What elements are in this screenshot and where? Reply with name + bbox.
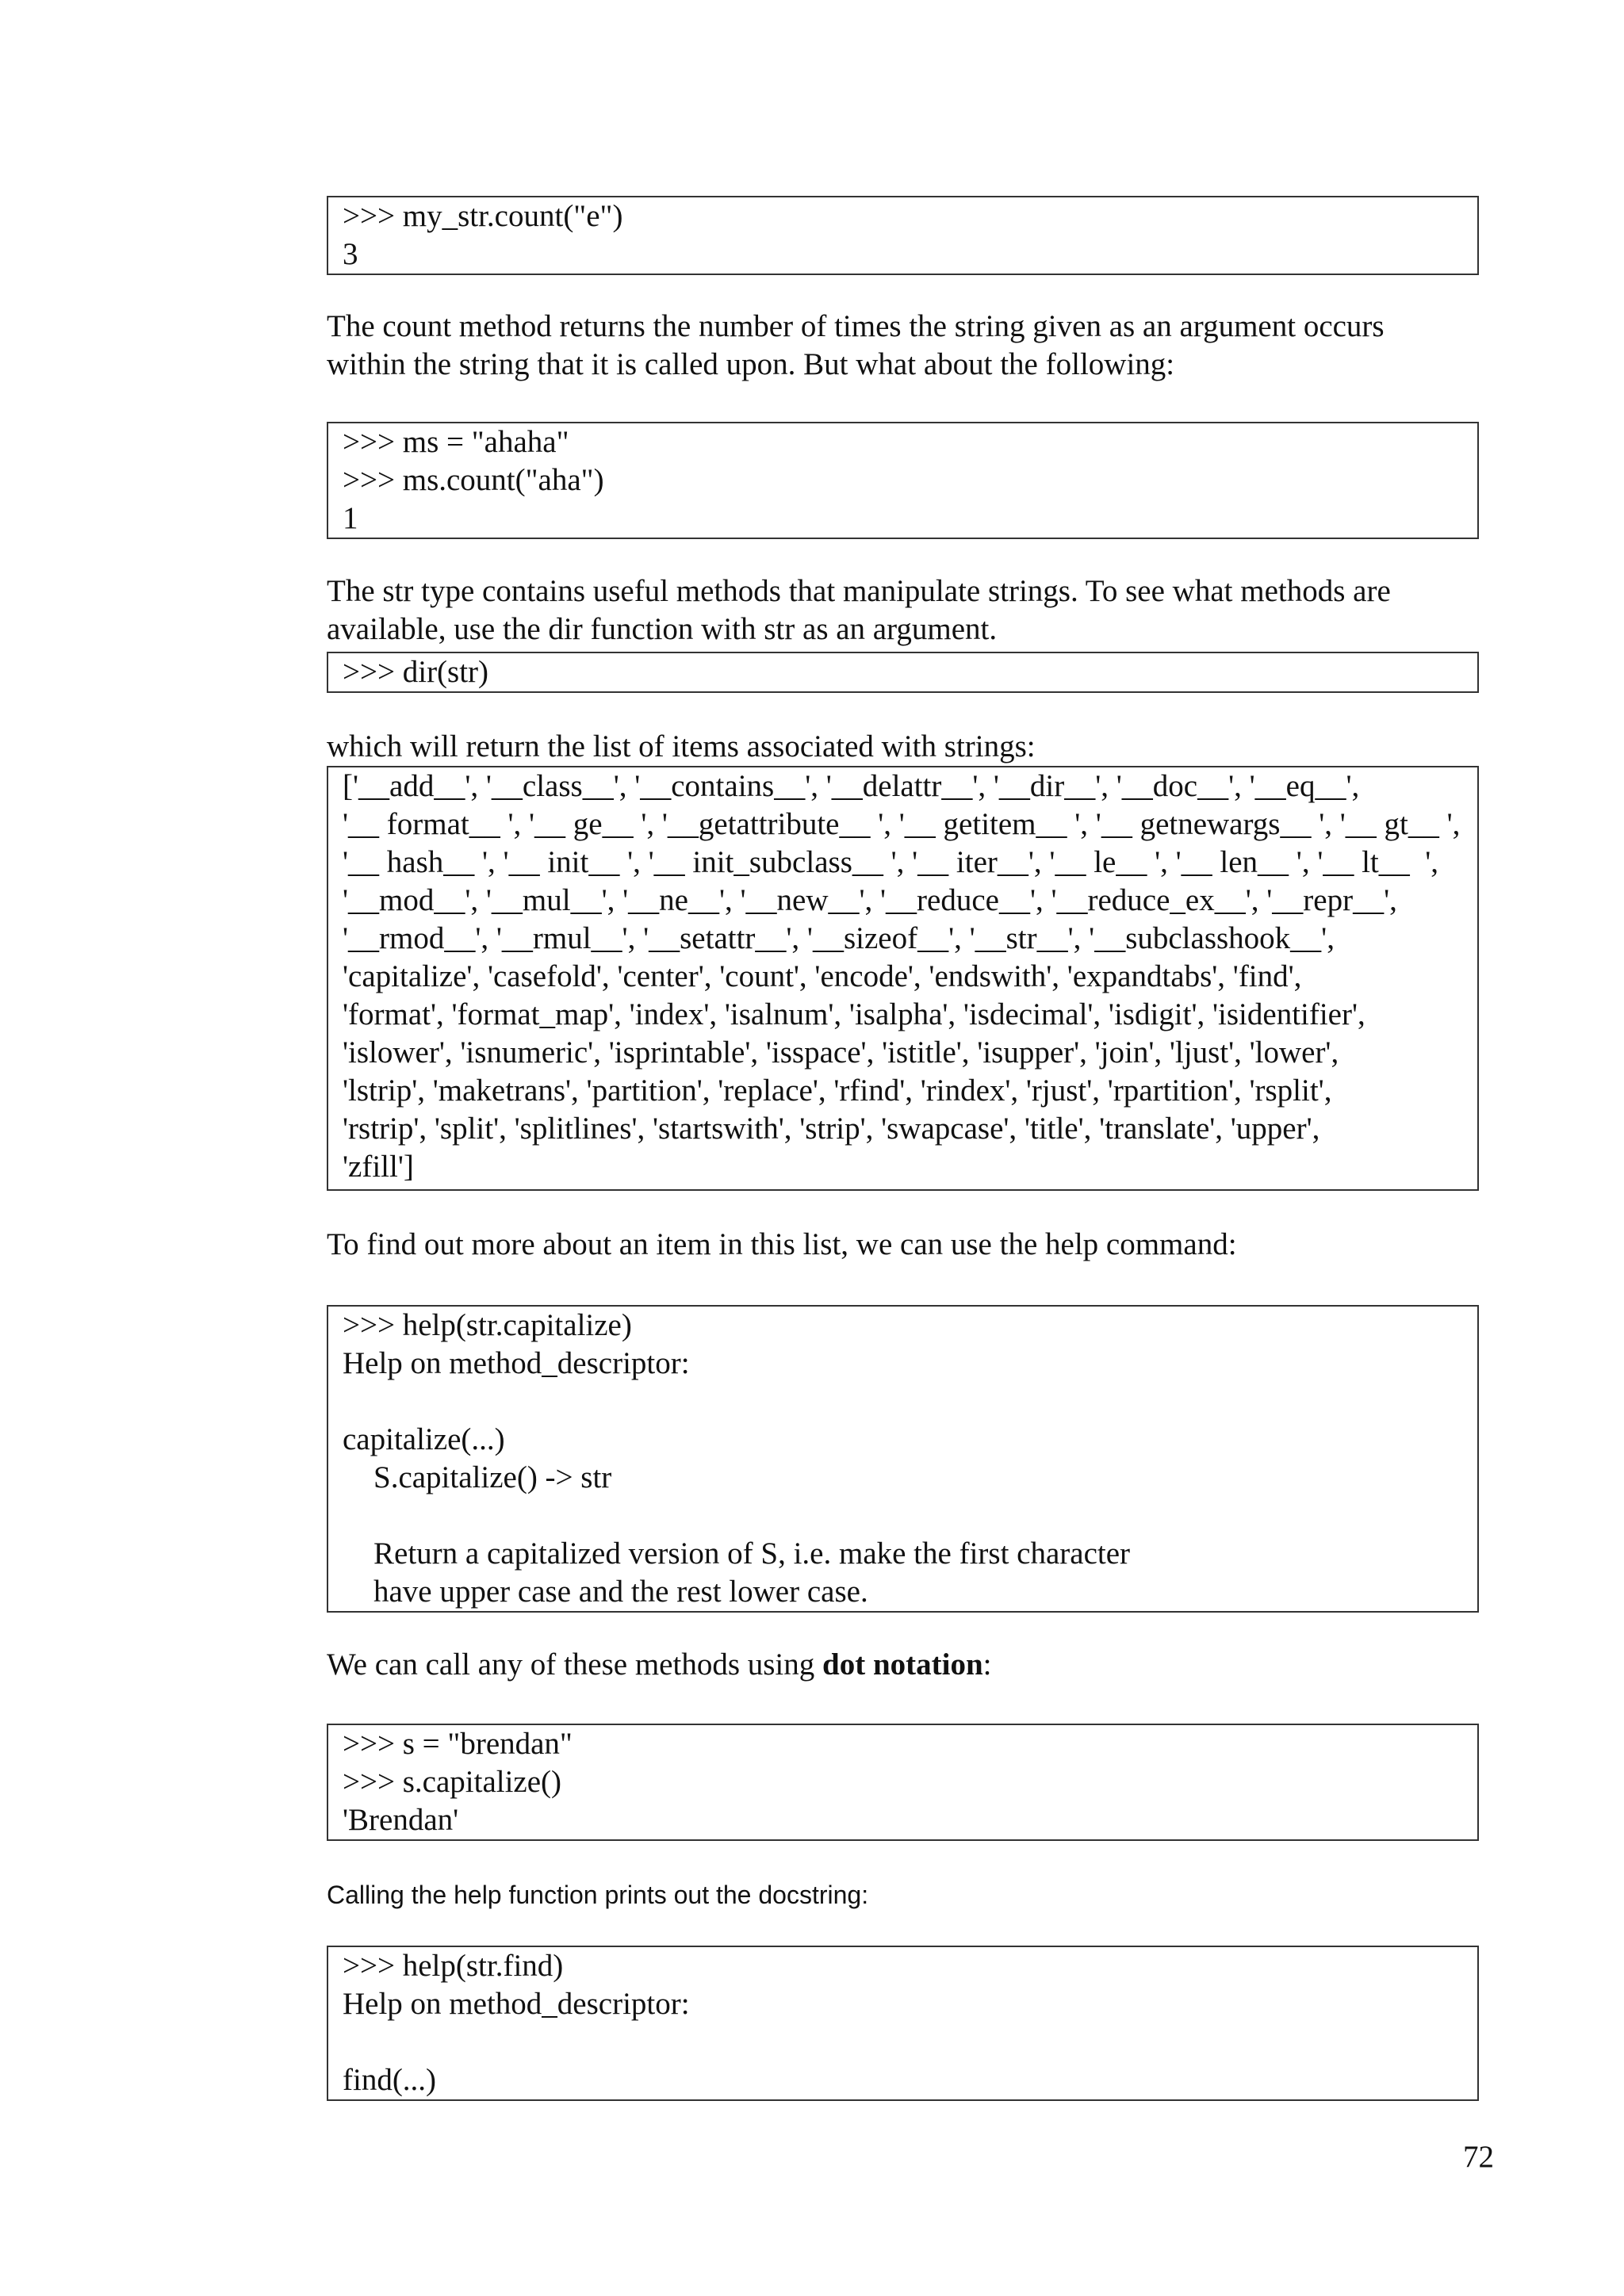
code-line: '__rmod__', '__rmul__', '__setattr__', '__sizeof__', '__str__', '__subclasshook__', bbox=[343, 921, 1335, 955]
paragraph-str-methods bbox=[327, 572, 1484, 649]
text-line: which will return the list of items associated with strings: bbox=[327, 729, 1036, 763]
code-line: 'Brendan' bbox=[343, 1803, 459, 1837]
code-block-ahaha bbox=[327, 422, 1479, 539]
code-line: Help on method_descriptor: bbox=[343, 1987, 690, 2021]
code-line: >>> ms.count("aha") bbox=[343, 463, 604, 497]
code-block-brendan bbox=[327, 1724, 1479, 1841]
code-line: >>> s.capitalize() bbox=[343, 1765, 562, 1799]
text-line: To find out more about an item in this list, we can use the help command: bbox=[327, 1227, 1237, 1261]
code-line: '__mod__', '__mul__', '__ne__', '__new__', '__reduce__', '__reduce_ex__', '__repr__', bbox=[343, 883, 1397, 917]
code-line: Help on method_descriptor: bbox=[343, 1346, 690, 1380]
text-line: within the string that it is called upon. But what about the following: bbox=[327, 347, 1175, 381]
code-block-dir-output bbox=[327, 766, 1479, 1191]
code-line: 'lstrip', 'maketrans', 'partition', 'replace', 'rfind', 'rindex', 'rjust', 'rpartition', 'rsplit', bbox=[343, 1073, 1332, 1108]
text-line: available, use the dir function with str as an argument. bbox=[327, 612, 998, 646]
paragraph-help-command bbox=[327, 1226, 1484, 1264]
code-line: 'rstrip', 'split', 'splitlines', 'startswith', 'strip', 'swapcase', 'title', 'translate', 'upper', bbox=[343, 1112, 1320, 1146]
code-line: >>> help(str.find) bbox=[343, 1949, 564, 1983]
code-line: >>> s = "brendan" bbox=[343, 1727, 573, 1761]
text-line: The count method returns the number of times the string given as an argument occurs bbox=[327, 309, 1385, 343]
code-line: '__ hash__ ', '__ init__ ', '__ init_subclass__ ', '__ iter__', '__ le__ ', '__ len__ ', '__ lt__ ', bbox=[343, 845, 1439, 879]
text-run: : bbox=[982, 1647, 992, 1682]
code-line: ['__add__', '__class__', '__contains__', '__delattr__', '__dir__', '__doc__', '__eq__', bbox=[343, 769, 1360, 803]
code-line: 'capitalize', 'casefold', 'center', 'count', 'encode', 'endswith', 'expandtabs', 'find', bbox=[343, 959, 1302, 993]
paragraph-docstring bbox=[327, 1876, 1484, 1914]
code-block-help-find bbox=[327, 1946, 1479, 2101]
text-line: The str type contains useful methods that manipulate strings. To see what methods are bbox=[327, 574, 1391, 608]
code-line: Return a capitalized version of S, i.e. make the first character bbox=[343, 1536, 1131, 1571]
code-block-help-capitalize bbox=[327, 1305, 1479, 1613]
code-line: find(...) bbox=[343, 2063, 437, 2097]
text-line: Calling the help function prints out the docstring: bbox=[327, 1881, 869, 1909]
code-line: 'format', 'format_map', 'index', 'isalnum', 'isalpha', 'isdecimal', 'isdigit', 'isidentifier', bbox=[343, 997, 1365, 1031]
code-line bbox=[343, 2023, 1477, 2061]
code-line: >>> my_str.count("e") bbox=[343, 199, 623, 233]
code-line: >>> ms = "ahaha" bbox=[343, 425, 569, 459]
code-line: 'zfill'] bbox=[343, 1150, 414, 1184]
paragraph-dot-notation bbox=[327, 1646, 1484, 1684]
bold-term: dot notation bbox=[822, 1647, 983, 1682]
paragraph-count-method bbox=[327, 308, 1484, 384]
code-line: capitalize(...) bbox=[343, 1422, 505, 1456]
code-line: 3 bbox=[343, 237, 358, 271]
code-line bbox=[343, 1497, 1477, 1535]
code-line: >>> dir(str) bbox=[343, 655, 489, 689]
code-line: >>> help(str.capitalize) bbox=[343, 1308, 632, 1342]
code-line: have upper case and the rest lower case. bbox=[343, 1575, 868, 1609]
code-block-dir-str bbox=[327, 652, 1479, 693]
code-line: S.capitalize() -> str bbox=[343, 1460, 612, 1494]
code-line: 1 bbox=[343, 501, 358, 535]
code-block-count-e bbox=[327, 196, 1479, 275]
paragraph-list-items bbox=[327, 728, 1484, 766]
text-line bbox=[327, 1646, 1484, 1684]
page-number: 72 bbox=[1463, 2140, 1494, 2174]
text-run: We can call any of these methods using bbox=[327, 1647, 823, 1682]
code-line bbox=[343, 1383, 1477, 1421]
code-line: 'islower', 'isnumeric', 'isprintable', 'isspace', 'istitle', 'isupper', 'join', 'ljust', 'lower', bbox=[343, 1035, 1339, 1070]
code-line: '__ format__ ', '__ ge__ ', '__getattribute__ ', '__ getitem__ ', '__ getnewargs__ ', '__ gt__ ', bbox=[343, 807, 1461, 841]
